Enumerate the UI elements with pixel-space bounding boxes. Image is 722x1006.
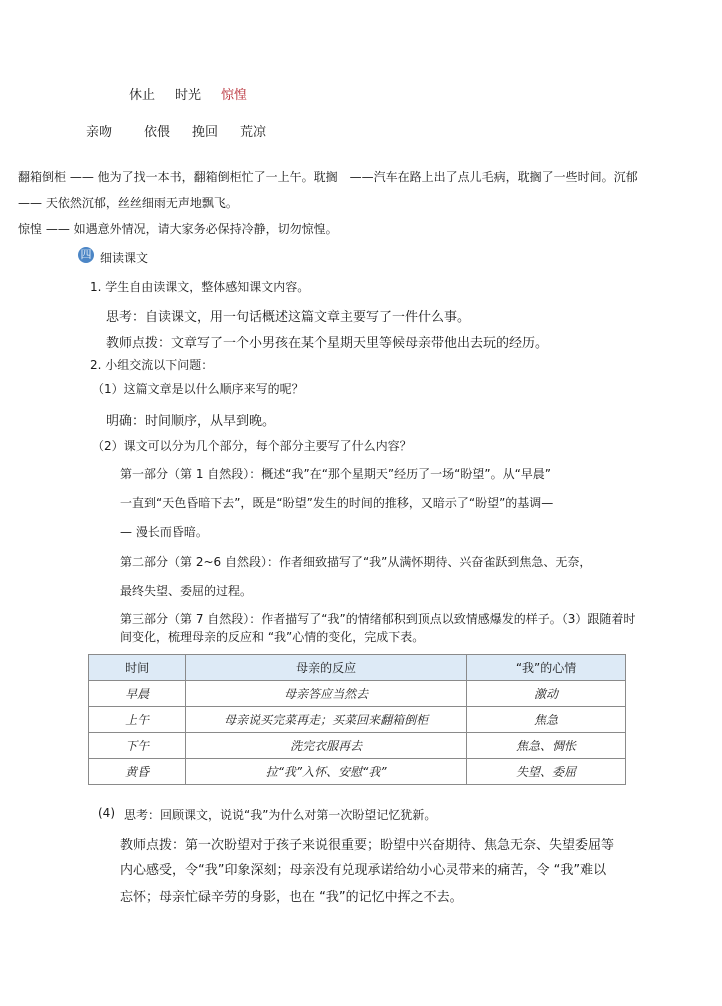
part-3-text: 第三部分（第 7 自然段）：作者描写了“我”的情绪郁积到顶点以致情感爆发的样子。（3）跟随着时: [120, 612, 636, 626]
question-4-number: (4): [98, 806, 115, 820]
example-sentence: 翻箱倒柜 —— 他为了找一本书，翻箱倒柜忙了一上午。耽搁 ——汽车在路上出了点儿毛病，耽搁了一些时间。沉郁: [18, 170, 638, 184]
mood-table: [88, 654, 626, 785]
table-row: [89, 707, 626, 733]
table-cell: 早晨: [89, 681, 186, 707]
vocab-word: 时光: [175, 88, 202, 103]
part-2-text: 最终失望、委屈的过程。: [120, 584, 253, 598]
question-2: （2）课文可以分为几个部分，每个部分主要写了什么内容？: [92, 439, 412, 453]
part-1-text: — 漫长而昏暗。: [120, 525, 208, 539]
answer-1: 明确：时间顺序，从早到晚。: [106, 414, 276, 429]
table-cell: 下午: [89, 733, 186, 759]
teacher-note: 内心感受，令“我”印象深刻；母亲没有兑现承诺给幼小心灵带来的痛苦，令 “我”难以: [120, 863, 607, 878]
vocab-word: 依偎: [144, 125, 171, 140]
table-cell: 上午: [89, 707, 186, 733]
table-cell: 拉“我”入怀、安慰“我”: [186, 759, 467, 785]
table-cell: 失望、委屈: [467, 759, 626, 785]
table-cell: 洗完衣服再去: [186, 733, 467, 759]
item-1: 1. 学生自由读课文，整体感知课文内容。: [90, 280, 310, 294]
table-header-cell: 时间: [89, 655, 186, 681]
vocab-word: 荒凉: [240, 125, 267, 140]
section-number-badge: 四: [78, 247, 94, 263]
table-row: [89, 681, 626, 707]
part-1-text: 第一部分（第 1 自然段）：概述“我”在“那个星期天”经历了一场“盼望”。从“早晨”: [120, 467, 552, 481]
think-prompt: 思考：自读课文，用一句话概述这篇文章主要写了一件什么事。: [106, 310, 471, 325]
table-cell: 焦急、惆怅: [467, 733, 626, 759]
table-cell: 黄昏: [89, 759, 186, 785]
table-row: [89, 759, 626, 785]
item-2: 2. 小组交流以下问题：: [90, 358, 214, 372]
table-header-cell: 母亲的反应: [186, 655, 467, 681]
vocab-word: 休止: [129, 88, 156, 103]
table-header-cell: “我”的心情: [467, 655, 626, 681]
table-cell: 激动: [467, 681, 626, 707]
vocab-word: 挽回: [192, 125, 219, 140]
teacher-note: 教师点拨：文章写了一个小男孩在某个星期天里等候母亲带他出去玩的经历。: [106, 336, 549, 351]
part-3-text: 间变化，梳理母亲的反应和 “我”心情的变化，完成下表。: [120, 630, 425, 644]
teacher-note: 教师点拨：第一次盼望对于孩子来说很重要；盼望中兴奋期待、焦急无奈、失望委屈等: [120, 838, 615, 853]
vocab-word-highlight: 惊惶: [221, 88, 248, 103]
section-title: 细读课文: [100, 251, 149, 265]
table-cell: 焦急: [467, 707, 626, 733]
part-1-text: 一直到“天色昏暗下去”，既是“盼望”发生的时间的推移，又暗示了“盼望”的基调—: [120, 496, 554, 510]
question-4-think: 思考：回顾课文，说说“我”为什么对第一次盼望记忆犹新。: [124, 808, 437, 822]
vocab-word: 亲吻: [86, 125, 113, 140]
part-2-text: 第二部分（第 2~6 自然段）：作者细致描写了“我”从满怀期待、兴奋雀跃到焦急、无奈，: [120, 555, 592, 569]
example-sentence: —— 天依然沉郁，丝丝细雨无声地飘飞。: [18, 196, 238, 210]
table-cell: 母亲答应当然去: [186, 681, 467, 707]
question-1: （1）这篇文章是以什么顺序来写的呢？: [92, 382, 304, 396]
table-cell: 母亲说买完菜再走；买菜回来翻箱倒柜: [186, 707, 467, 733]
teacher-note: 忘怀；母亲忙碌辛劳的身影，也在 “我”的记忆中挥之不去。: [120, 890, 463, 905]
table-header-row: [89, 655, 626, 681]
example-sentence: 惊惶 —— 如遇意外情况，请大家务必保持冷静，切勿惊惶。: [18, 222, 338, 236]
table-row: [89, 733, 626, 759]
